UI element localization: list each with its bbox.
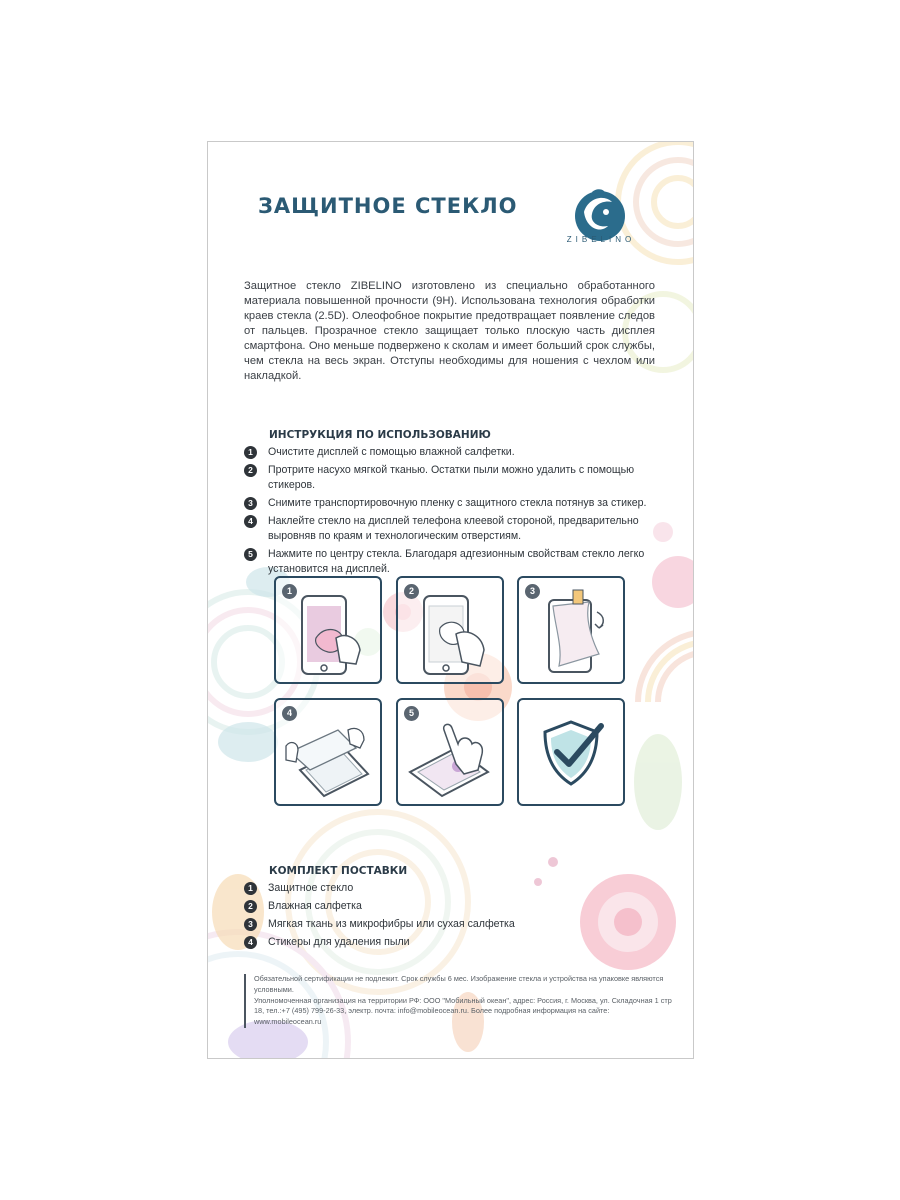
kit-number-badge: 4 xyxy=(244,936,257,949)
kit-item-text: Защитное стекло xyxy=(268,882,354,894)
instruction-card xyxy=(207,141,694,1059)
footer-organization-text: Уполномоченная организация на территории РФ: ООО "Мобильный океан", адрес: Россия, г. Москва, ул. Складочная 1 стр 18, тел.:+7 (495) 799-26-33, электр. почта: info@mobileocean.ru. Более подробная информация на сайте: www.mobileocean.ru xyxy=(254,995,672,1027)
illustration-step-5 xyxy=(396,698,504,806)
illustration-number-badge: 1 xyxy=(282,584,297,599)
kit-list xyxy=(244,881,660,953)
shield-check-icon xyxy=(519,700,623,804)
illustration-step-4 xyxy=(274,698,382,806)
instruction-step-text: Снимите транспортировочную пленку с защитного стекла потянув за стикер. xyxy=(268,497,647,509)
step-number-badge: 5 xyxy=(244,548,257,561)
illustration-step-1 xyxy=(274,576,382,684)
illustration-number-badge: 5 xyxy=(404,706,419,721)
instruction-step-text: Наклейте стекло на дисплей телефона клеевой стороной, предварительно выровняв по краям и технологическим отверстиям. xyxy=(268,515,639,542)
illustration-step-3 xyxy=(517,576,625,684)
brand-name: ZIBELINO xyxy=(566,235,636,244)
step-number-badge: 3 xyxy=(244,497,257,510)
kit-number-badge: 3 xyxy=(244,918,257,931)
instruction-step xyxy=(244,463,660,493)
instruction-step xyxy=(244,445,660,460)
kit-number-badge: 2 xyxy=(244,900,257,913)
kit-item xyxy=(244,935,660,950)
kit-item xyxy=(244,881,660,896)
footer-certification-text: Обязательной сертификации не подлежит. Срок службы 6 мес. Изображение стекла и устройства на упаковке являются условными. xyxy=(254,974,664,994)
instruction-step-text: Протрите насухо мягкой тканью. Остатки пыли можно удалить с помощью стикеров. xyxy=(268,464,635,491)
instruction-step-text: Очистите дисплей с помощью влажной салфетки. xyxy=(268,446,515,458)
instruction-step xyxy=(244,496,660,511)
step-number-badge: 4 xyxy=(244,515,257,528)
kit-item xyxy=(244,899,660,914)
intro-paragraph: Защитное стекло ZIBELINO изготовлено из специально обработанного материала повышенной прочности (9H). Использована технология обработки краев стекла (2.5D). Олеофобное покрытие предотвращает появление следов от пальцев. Прозрачное стекло защищает только плоскую часть дисплея смартфона. Оно меньше подвержено к сколам и имеет больший срок службы, чем стекла на весь экран. Отступы необходимы для ношения с чехлом или накладкой. xyxy=(244,280,655,382)
step-number-badge: 1 xyxy=(244,446,257,459)
kit-heading: КОМПЛЕКТ ПОСТАВКИ xyxy=(269,865,408,877)
kit-item-text: Влажная салфетка xyxy=(268,900,362,912)
illustration-number-badge: 4 xyxy=(282,706,297,721)
instructions-heading: ИНСТРУКЦИЯ ПО ИСПОЛЬЗОВАНИЮ xyxy=(269,429,491,441)
instruction-step-text: Нажмите по центру стекла. Благодаря адгезионным свойствам стекло легко установится на дисплей. xyxy=(268,548,645,575)
illustration-number-badge: 2 xyxy=(404,584,419,599)
kit-number-badge: 1 xyxy=(244,882,257,895)
instructions-list xyxy=(244,445,660,580)
kit-item-text: Стикеры для удаления пыли xyxy=(268,936,410,948)
step-number-badge: 2 xyxy=(244,464,257,477)
illustration-protected xyxy=(517,698,625,806)
illustration-step-2 xyxy=(396,576,504,684)
kit-item-text: Мягкая ткань из микрофибры или сухая салфетка xyxy=(268,918,515,930)
page-title: ЗАЩИТНОЕ СТЕКЛО xyxy=(258,194,518,218)
legal-footer xyxy=(244,974,674,1028)
kit-item xyxy=(244,917,660,932)
instruction-step xyxy=(244,514,660,544)
illustration-number-badge: 3 xyxy=(525,584,540,599)
instruction-step xyxy=(244,547,660,577)
